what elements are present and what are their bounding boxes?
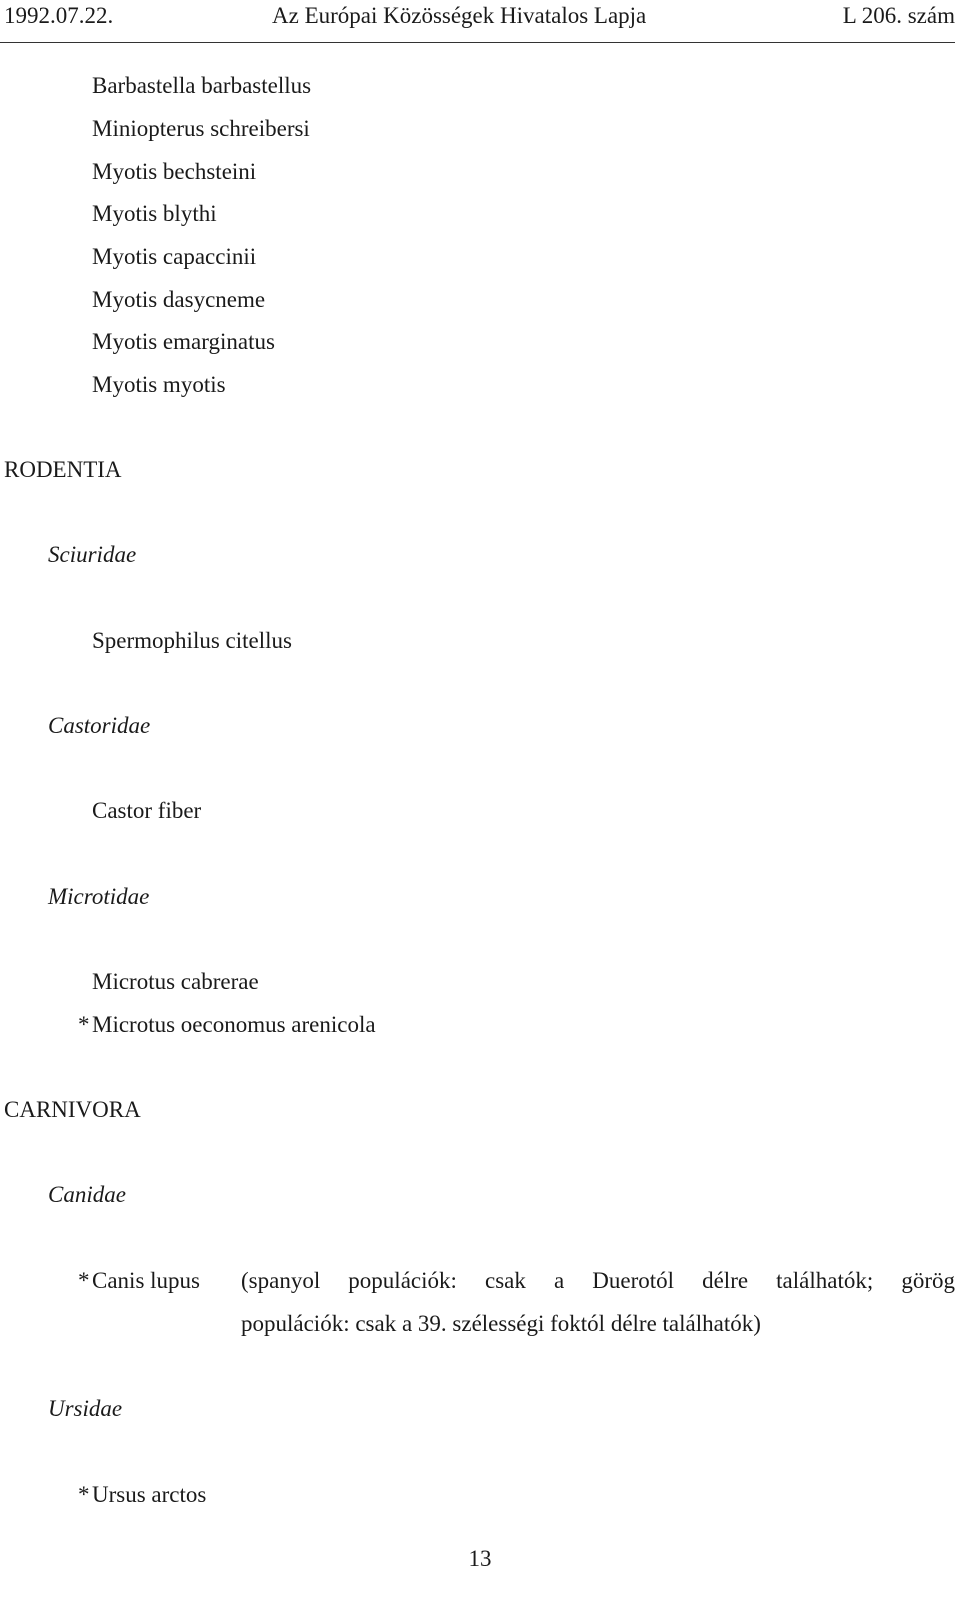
family-heading-castoridae: Castoridae (48, 713, 151, 738)
species-entry: Microtus cabrerae (92, 969, 259, 994)
species-entry: Ursus arctos (92, 1482, 207, 1507)
priority-asterisk: * (78, 1482, 90, 1507)
population-note-line-1: (spanyol populációk: csak a Duerotól délre találhatók; görög (241, 1268, 955, 1293)
page-header (0, 0, 955, 43)
population-note-line-2: populációk: csak a 39. szélességi foktól délre találhatók) (241, 1311, 761, 1336)
species-entry: Myotis emarginatus (92, 329, 275, 354)
species-entry: Miniopterus schreibersi (92, 116, 310, 141)
species-entry: Barbastella barbastellus (92, 73, 312, 98)
page-number: 13 (468, 1546, 492, 1571)
species-entry: Castor fiber (92, 798, 202, 823)
family-heading-canidae: Canidae (48, 1182, 126, 1207)
species-entry: Myotis bechsteini (92, 159, 257, 184)
header-issue-number: L 206. szám (842, 3, 955, 28)
species-entry: Myotis myotis (92, 372, 226, 397)
family-heading-sciuridae: Sciuridae (48, 542, 137, 567)
header-journal-title: Az Európai Közösségek Hivatalos Lapja (272, 3, 647, 28)
species-entry: Canis lupus (92, 1268, 200, 1293)
family-heading-ursidae: Ursidae (48, 1396, 123, 1421)
family-heading-microtidae: Microtidae (48, 884, 150, 909)
species-entry: Myotis dasycneme (92, 287, 266, 312)
species-entry: Myotis capaccinii (92, 244, 257, 269)
order-heading-rodentia: RODENTIA (4, 457, 122, 482)
species-entry: Myotis blythi (92, 201, 217, 226)
species-entry: Microtus oeconomus arenicola (92, 1012, 376, 1037)
header-date: 1992.07.22. (4, 3, 114, 28)
priority-asterisk: * (78, 1268, 90, 1293)
species-entry: Spermophilus citellus (92, 628, 292, 653)
order-heading-carnivora: CARNIVORA (4, 1097, 141, 1122)
priority-asterisk: * (78, 1012, 90, 1037)
